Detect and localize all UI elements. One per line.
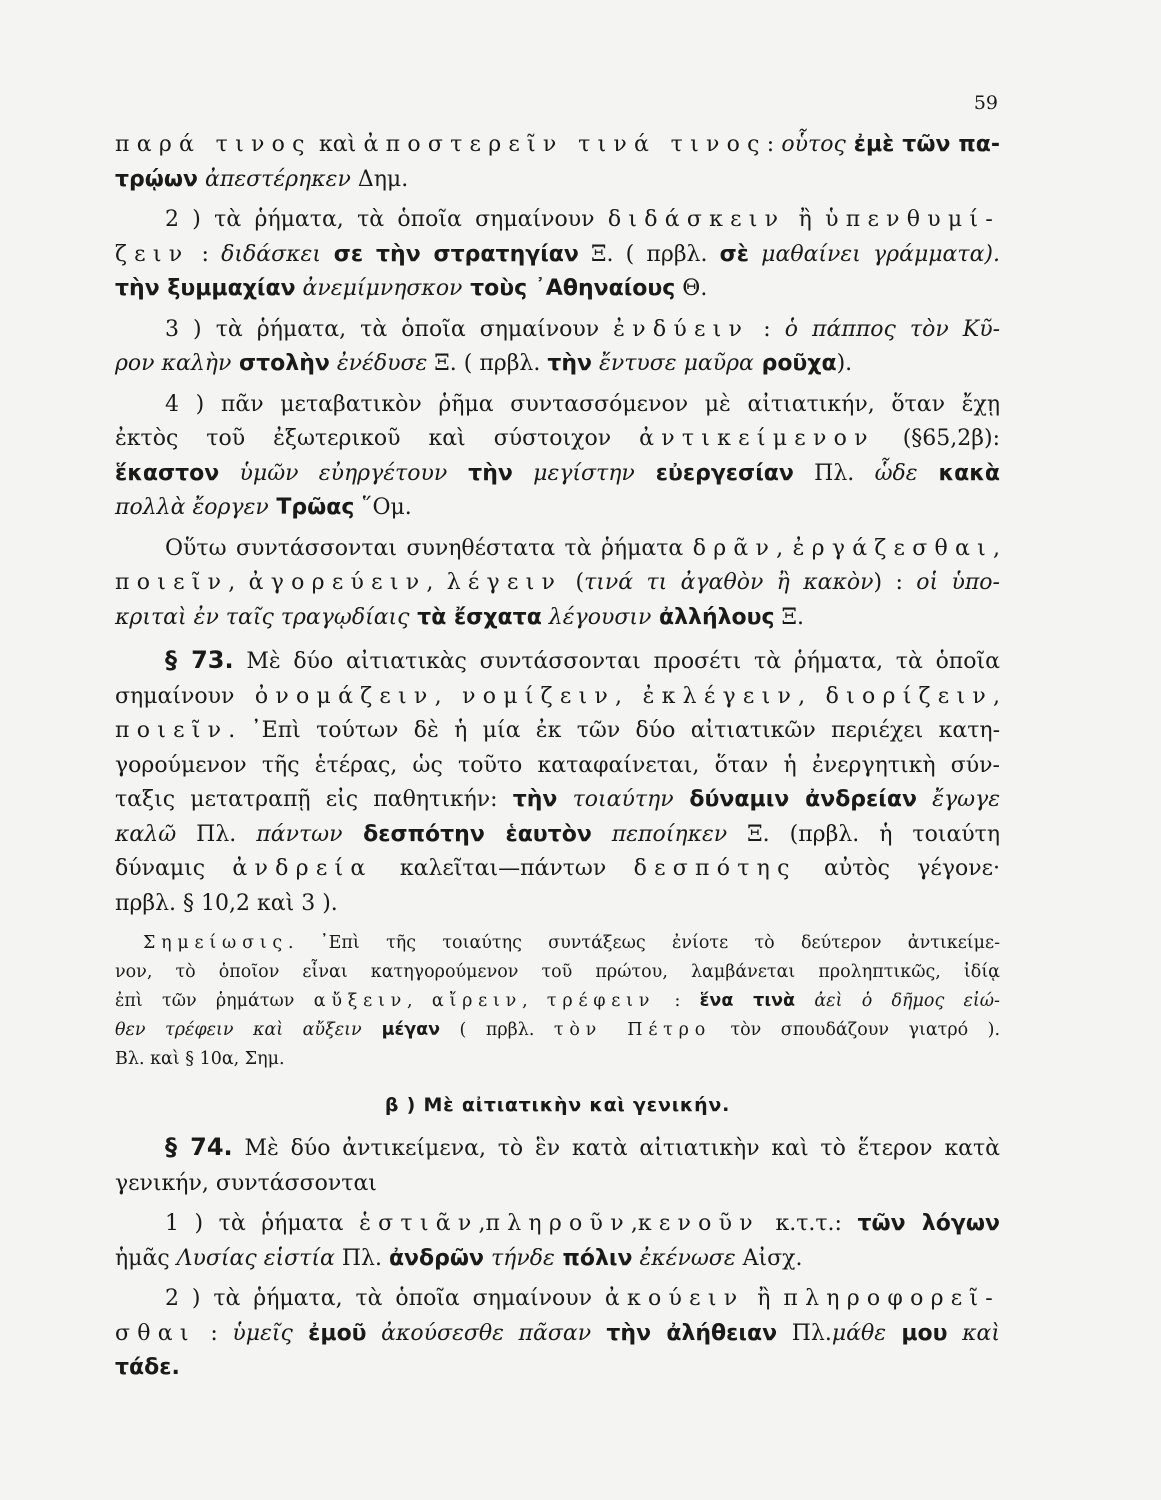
text-line: § 74. Μὲ δύο ἀντικείμενα, τὸ ἓν κατὰ αἰτιατικὴν καὶ τὸ ἕτερον κατὰ xyxy=(165,1133,1000,1161)
note-block xyxy=(115,929,1000,1074)
text-line: νον, τὸ ὁποῖον εἶναι κατηγορούμενον τοῦ πρώτου, λαμβάνεται προληπτικῶς, ἰδίᾳ xyxy=(115,962,1000,982)
text-line: ἐκτὸς τοῦ ἐξωτερικοῦ καὶ σύστοιχον ἀντικείμενον (§65,2β): xyxy=(115,426,1001,451)
text-line: ἐπὶ τῶν ῥημάτων αὔξειν, αἴρειν, τρέφειν : ἕνα τινὰ ἀεὶ ὁ δῆμος εἰώ- xyxy=(115,991,1000,1011)
page-body xyxy=(115,128,1000,1386)
text-line: ἕκαστον ὑμῶν εὐηργέτουν τὴν μεγίστην εὐεργεσίαν Πλ. ὧδε κακὰ xyxy=(115,460,1000,486)
text-line: ρον καλὴν στολὴν ἐνέδυσε Ξ. ( πρβλ. τὴν ἔντυσε μαῦρα ροῦχα). xyxy=(115,351,853,376)
text-line: 2 ) τὰ ῥήματα, τὰ ὁποῖα σημαίνουν διδάσκειν ἢ ὑπενθυμί- xyxy=(165,207,1001,232)
page-number: 59 xyxy=(973,92,998,114)
text-line: Σημείωσις. ᾿Επὶ τῆς τοιαύτης συντάξεως ἐνίοτε τὸ δεύτερον ἀντικείμε- xyxy=(143,933,1000,953)
section-number: § 74. xyxy=(165,1133,233,1161)
text-line: Βλ. καὶ § 10α, Σημ. xyxy=(115,1049,285,1069)
text-line: ποιεῖν. ᾿Επὶ τούτων δὲ ἡ μία ἐκ τῶν δύο αἰτιατικῶν περιέχει κατη- xyxy=(115,718,1000,743)
subsection-heading: β ) Μὲ αἰτιατικὴν καὶ γενικήν. xyxy=(384,1094,731,1116)
text-line: 3 ) τὰ ῥήματα, τὰ ὁποῖα σημαίνουν ἐνδύειν : ὁ πάππος τὸν Κῦ- xyxy=(165,316,1001,342)
text-line: § 73. Μὲ δύο αἰτιατικὰς συντάσσονται προσέτι τὰ ῥήματα, τὰ ὁποῖα xyxy=(165,646,1000,674)
text-line: καλῶ Πλ. πάντων δεσπότην ἑαυτὸν πεποίηκεν Ξ. (πρβλ. ἡ τοιαύτη xyxy=(115,821,1001,847)
text-line: 2 ) τὰ ῥήματα, τὰ ὁποῖα σημαίνουν ἀκούειν ἢ πληροφορεῖ- xyxy=(165,1286,1001,1311)
text-line: ἡμᾶς Λυσίας εἱστία Πλ. ἀνδρῶν τήνδε πόλιν ἐκένωσε Αἰσχ. xyxy=(115,1245,803,1271)
text-line: τρῴων ἀπεστέρηκεν Δημ. xyxy=(115,166,409,192)
text-line: θεν τρέφειν καὶ αὔξειν μέγαν ( πρβλ. τὸν Πέτρο τὸν σπουδάζουν γιατρό ). xyxy=(115,1020,1001,1040)
text-line: ποιεῖν, ἀγορεύειν, λέγειν (τινά τι ἀγαθὸν ἢ κακὸν) : οἱ ὑπο- xyxy=(115,570,1000,595)
text-line: 4 ) πᾶν μεταβατικὸν ῥῆμα συντασσόμενον μὲ αἰτιατικήν, ὅταν ἔχῃ xyxy=(165,391,1000,417)
text-line: σθαι : ὑμεῖς ἐμοῦ ἀκούσεσθε πᾶσαν τὴν ἀλήθειαν Πλ.μάθε μου καὶ xyxy=(115,1320,1000,1346)
text-line: δύναμις ἀνδρεία καλεῖται—πάντων δεσπότης αὐτὸς γέγονε· xyxy=(115,856,1000,881)
text-line: σημαίνουν ὀνομάζειν, νομίζειν, ἐκλέγειν, διορίζειν, xyxy=(115,683,1000,709)
text-line: Οὕτω συντάσσονται συνηθέστατα τὰ ῥήματα δρᾶν, ἐργάζεσθαι, xyxy=(165,535,1000,561)
text-line: πρβλ. § 10,2 καὶ 3 ). xyxy=(115,890,338,916)
text-line: πολλὰ ἔοργεν Τρῶας ῞Ομ. xyxy=(115,495,412,520)
text-line: ταξις μετατραπῇ εἰς παθητικήν: τὴν τοιαύτην δύναμιν ἀνδρείαν ἔγωγε xyxy=(115,787,1001,812)
text-line: τάδε. xyxy=(115,1355,180,1380)
text-line: ζειν : διδάσκει σε τὴν στρατηγίαν Ξ. ( πρβλ. σὲ μαθαίνει γράμματα). xyxy=(115,241,1001,267)
text-line: 1 ) τὰ ῥήματα ἑστιᾶν,πληροῦν,κενοῦν κ.τ.τ.: τῶν λόγων xyxy=(165,1211,1000,1236)
text-line: τὴν ξυμμαχίαν ἀνεμίμνησκον τοὺς ᾿Αθηναίους Θ. xyxy=(115,276,708,301)
section-number: § 73. xyxy=(165,646,234,674)
text-line: γενικήν, συντάσσονται xyxy=(115,1170,377,1196)
text-line: κριταὶ ἐν ταῖς τραγῳδίαις τὰ ἔσχατα λέγουσιν ἀλλήλους Ξ. xyxy=(115,604,805,630)
text-line: γορούμενον τῆς ἑτέρας, ὡς τοῦτο καταφαίνεται, ὅταν ἡ ἐνεργητικὴ σύν- xyxy=(115,752,1000,778)
text-line: παρά τινος καὶ ἀποστερεῖν τινά τινος: οὗτος ἐμὲ τῶν πα- xyxy=(115,132,1001,157)
